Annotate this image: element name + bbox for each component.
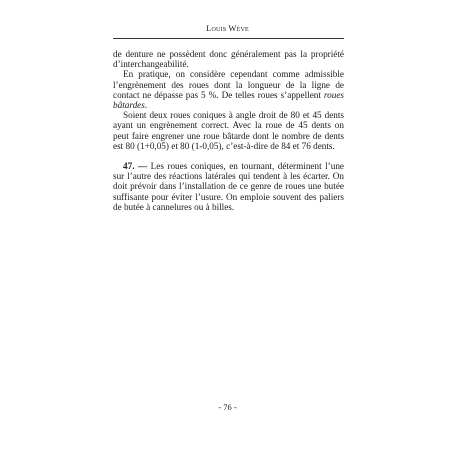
header-rule xyxy=(113,38,344,39)
paragraph-text-end: . xyxy=(144,100,148,111)
paragraph-example: Soient deux roues coniques à angle droit de 80 et 45 dents ayant un engrènement correct. Avec la roue de 45 dents on peut faire engrener une roue bâtarde dont le nombre de dents est 80 (1+0,05) et 80 (1-0,05), c’est-à-dire de 84 et 76 dents. xyxy=(113,110,344,151)
page-number: - 76 - xyxy=(218,402,237,412)
italic-term: roues bâtardes xyxy=(113,89,344,111)
section-47 xyxy=(113,161,344,212)
section-number: 47. — xyxy=(123,161,148,172)
paragraph-bastard-wheels xyxy=(113,69,344,110)
paragraph-text: En pratique, on considère cependant comme admissible l’engrènement des roues dont la longueur de la ligne de contact ne dépasse pas 5 %. De telles roues s’appellent xyxy=(113,69,344,100)
paragraph-continuation: de denture ne possèdent donc généralement pas la propriété d’interchangeabilité. xyxy=(113,49,344,70)
section-text: Les roues coniques, en tournant, déterminent l’une sur l’autre des réactions latérales qui tendent à les écarter. On doit prévoir dans l’installation de ce genre de roues une butée suffisante pour éviter l’usure. On emploie souvent des paliers de butée à cannelures ou à billes. xyxy=(113,161,344,212)
body-text xyxy=(113,49,344,212)
running-head: Louis Wève xyxy=(206,23,249,33)
